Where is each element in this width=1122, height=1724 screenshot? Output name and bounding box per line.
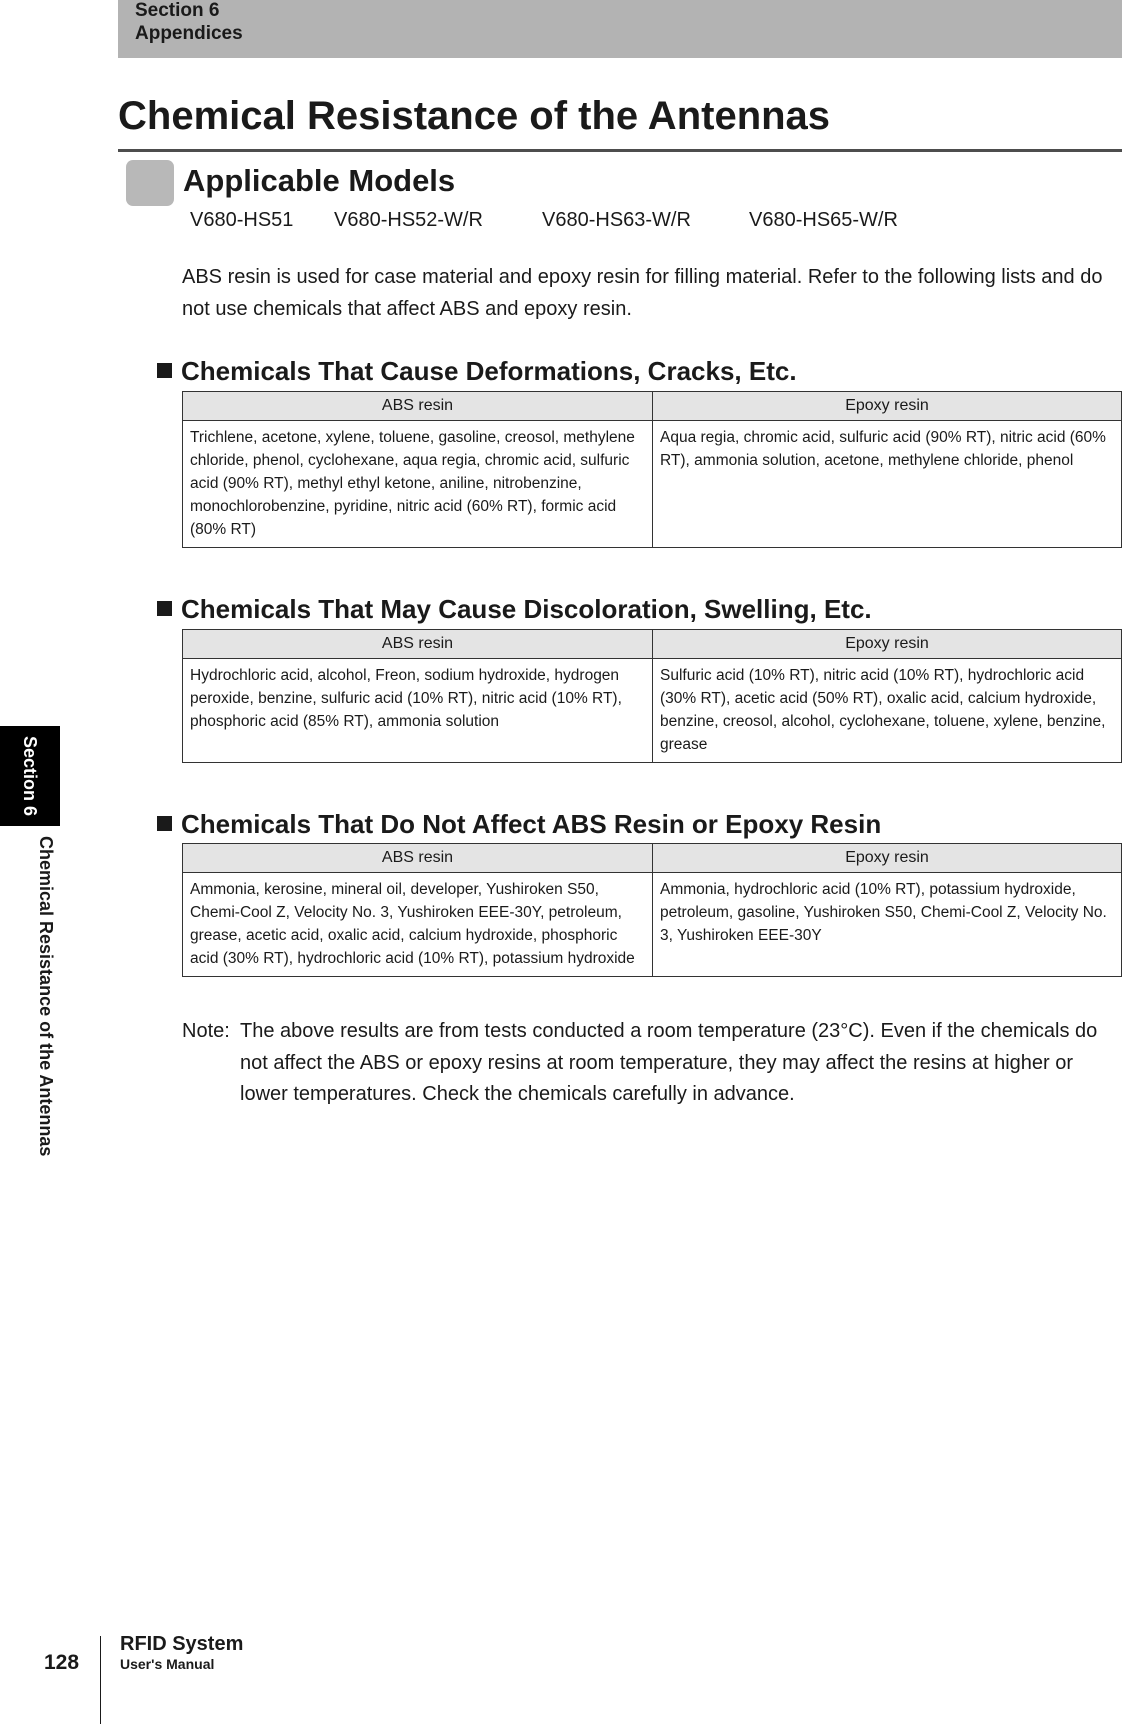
side-tab-label: Section 6	[20, 735, 40, 817]
intro-paragraph: ABS resin is used for case material and epoxy resin for filling material. Refer to the following lists and do not use chemicals that affect ABS and epoxy resin.	[182, 266, 1103, 320]
deformation-heading-text: Chemicals That Cause Deformations, Cracks, Etc.	[181, 356, 797, 386]
abs-cell: Ammonia, kerosine, mineral oil, developer, Yushiroken S50, Chemi-Cool Z, Velocity No. 3, Yushiroken EEE-30Y, petroleum, grease, acetic acid, oxalic acid, calcium hydroxide, phosphoric acid (30% RT), hydrochloric acid (10% RT), potassium hydroxide	[183, 873, 653, 977]
abs-cell: Hydrochloric acid, alcohol, Freon, sodium hydroxide, hydrogen peroxide, benzine, sulfuric acid (10% RT), nitric acid (10% RT), phosphoric acid (85% RT), ammonia solution	[183, 659, 653, 763]
section-header-band	[118, 0, 1122, 58]
header-section: Section 6	[135, 0, 220, 21]
no-effect-table	[182, 843, 1122, 977]
discoloration-heading-text: Chemicals That May Cause Discoloration, Swelling, Etc.	[181, 594, 872, 624]
header-chapter: Appendices	[135, 23, 243, 44]
no-effect-heading	[157, 809, 881, 840]
epoxy-cell: Sulfuric acid (10% RT), nitric acid (10% RT), hydrochloric acid (30% RT), acetic acid (50% RT), oxalic acid, calcium hydroxide, benzine, creosol, alcohol, cyclohexane, toluene, xylene, benzine, grease	[653, 659, 1122, 763]
bullet-square-icon	[157, 816, 172, 831]
model-item: V680-HS52-W/R	[334, 209, 483, 231]
discoloration-table	[182, 629, 1122, 763]
title-divider	[118, 149, 1122, 152]
col-header-epoxy: Epoxy resin	[653, 392, 1122, 421]
no-effect-heading-text: Chemicals That Do Not Affect ABS Resin or Epoxy Resin	[181, 809, 882, 839]
page-title: Chemical Resistance of the Antennas	[118, 94, 831, 138]
side-chapter-title: Chemical Resistance of the Antennas	[36, 836, 56, 1157]
col-header-abs: ABS resin	[183, 844, 653, 873]
deformation-heading	[157, 356, 797, 387]
model-item: V680-HS63-W/R	[542, 209, 691, 231]
page-number: 128	[44, 1651, 80, 1674]
footer-manual: User's Manual	[120, 1656, 215, 1672]
col-header-epoxy: Epoxy resin	[653, 844, 1122, 873]
col-header-abs: ABS resin	[183, 630, 653, 659]
footer-system: RFID System	[120, 1633, 244, 1655]
discoloration-heading	[157, 594, 872, 625]
note	[182, 1016, 1112, 1111]
epoxy-cell: Aqua regia, chromic acid, sulfuric acid (90% RT), nitric acid (60% RT), ammonia solution, acetone, methylene chloride, phenol	[653, 421, 1122, 548]
note-text: The above results are from tests conducted a room temperature (23°C). Even if the chemicals do not affect the ABS or epoxy resins at room temperature, they may affect the resins at higher or lower temperatures. Check the chemicals carefully in advance.	[240, 1020, 1098, 1105]
applicable-models-heading: Applicable Models	[183, 163, 456, 198]
model-item: V680-HS51	[190, 209, 294, 231]
col-header-epoxy: Epoxy resin	[653, 630, 1122, 659]
note-label: Note:	[182, 1020, 230, 1042]
bullet-square-icon	[157, 363, 172, 378]
side-section-tab	[0, 726, 60, 826]
footer-divider	[100, 1636, 101, 1724]
deformation-table	[182, 391, 1122, 548]
col-header-abs: ABS resin	[183, 392, 653, 421]
abs-cell: Trichlene, acetone, xylene, toluene, gasoline, creosol, methylene chloride, phenol, cyclohexane, aqua regia, chromic acid, sulfuric acid (90% RT), methyl ethyl ketone, aniline, nitrobenzine, monochlorobenzine, pyridine, nitric acid (60% RT), formic acid (80% RT)	[183, 421, 653, 548]
bullet-square-icon	[157, 601, 172, 616]
epoxy-cell: Ammonia, hydrochloric acid (10% RT), potassium hydroxide, petroleum, gasoline, Yushiroken S50, Chemi-Cool Z, Velocity No. 3, Yushiroken EEE-30Y	[653, 873, 1122, 977]
heading-marker-icon	[126, 160, 174, 206]
model-item: V680-HS65-W/R	[749, 209, 898, 231]
